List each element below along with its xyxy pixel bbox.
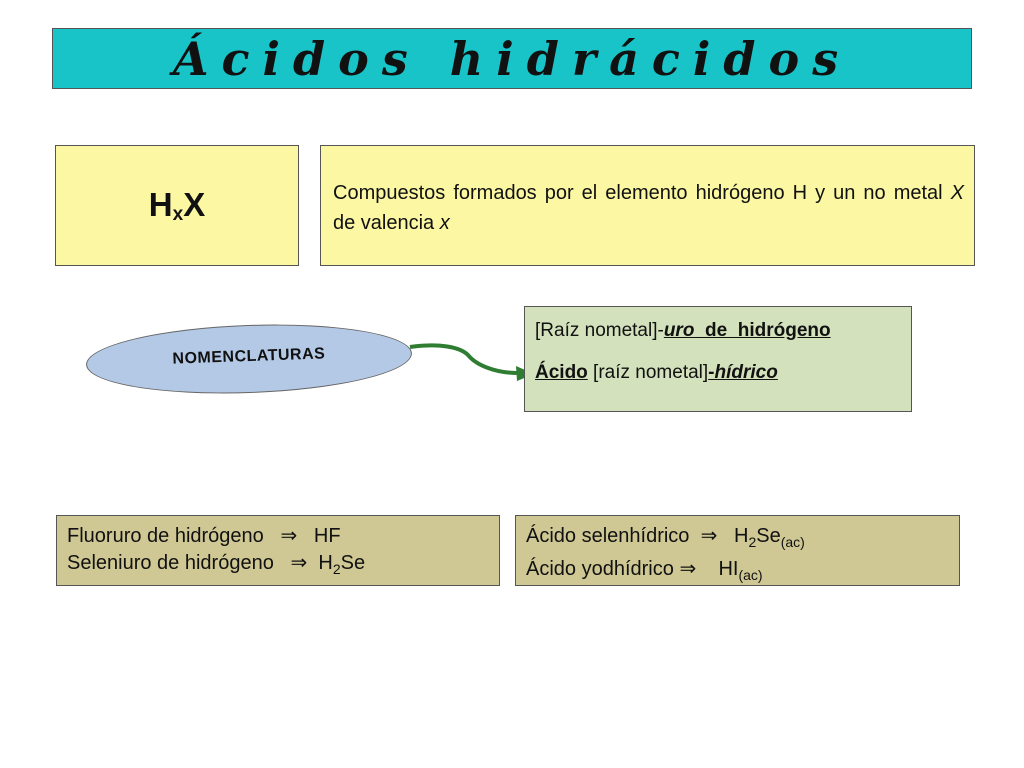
rule2-root: [raíz nometal] <box>587 362 709 383</box>
example-name: Ácido selenhídrico <box>526 525 690 547</box>
example-formula: HF <box>313 525 341 547</box>
example-subscript: 2 <box>748 534 757 550</box>
general-formula-box <box>55 145 299 266</box>
example-name: Ácido yodhídrico <box>526 558 674 580</box>
definition-metal-symbol: X <box>950 182 964 204</box>
example-formula-rest: Se <box>340 552 366 574</box>
definition-text-middle: de valencia <box>333 212 440 234</box>
definition-box <box>320 145 975 266</box>
example-name: Seleniuro de hidrógeno <box>67 552 274 574</box>
example-state: (ac) <box>780 534 805 550</box>
title-bar <box>52 28 972 89</box>
definition-valence-symbol: x <box>439 212 450 234</box>
formula-suffix: X <box>183 186 206 223</box>
implies-icon: ⇒ <box>290 552 308 574</box>
rule1-suffix: uro <box>663 320 695 341</box>
formula-base: H <box>148 186 173 223</box>
general-formula <box>56 186 298 224</box>
nomenclature-label: NOMENCLATURAS <box>172 345 326 368</box>
formula-subscript: x <box>172 204 184 225</box>
example-state: (ac) <box>738 567 763 583</box>
example-formula: HI <box>718 558 739 580</box>
rule1-rest: de hidrógeno <box>705 320 831 341</box>
rule2-prefix: Ácido <box>535 362 588 383</box>
rule1-gap <box>694 320 705 341</box>
example-formula: H <box>734 525 749 547</box>
nomenclature-oval <box>85 319 413 398</box>
example-line <box>526 523 949 556</box>
example-formula-rest: Se <box>756 525 781 547</box>
example-line <box>67 550 489 583</box>
example-line <box>67 523 489 550</box>
example-name: Fluoruro de hidrógeno <box>67 525 264 547</box>
rule2-dash: - <box>708 362 715 383</box>
implies-icon: ⇒ <box>679 558 697 580</box>
connector-arrow-line <box>410 345 518 373</box>
implies-icon: ⇒ <box>700 525 718 547</box>
rule-stock-nomenclature <box>535 317 901 345</box>
example-formula: H <box>318 552 333 574</box>
rule2-suffix: hídrico <box>714 362 778 383</box>
example-subscript: 2 <box>332 561 341 577</box>
implies-icon: ⇒ <box>280 525 298 547</box>
example-line <box>526 556 949 589</box>
examples-acid-names-box <box>515 515 960 586</box>
rule-acid-nomenclature <box>535 359 901 387</box>
examples-binary-names-box <box>56 515 500 586</box>
nomenclature-rules-box <box>524 306 912 412</box>
connector-arrow <box>400 335 540 385</box>
rule1-root: [Raíz nometal]- <box>535 320 664 341</box>
page-title: Ácidos hidrácidos <box>172 32 852 86</box>
definition-text: Compuestos formados por el elemento hidrógeno H y un no metal <box>333 182 951 204</box>
